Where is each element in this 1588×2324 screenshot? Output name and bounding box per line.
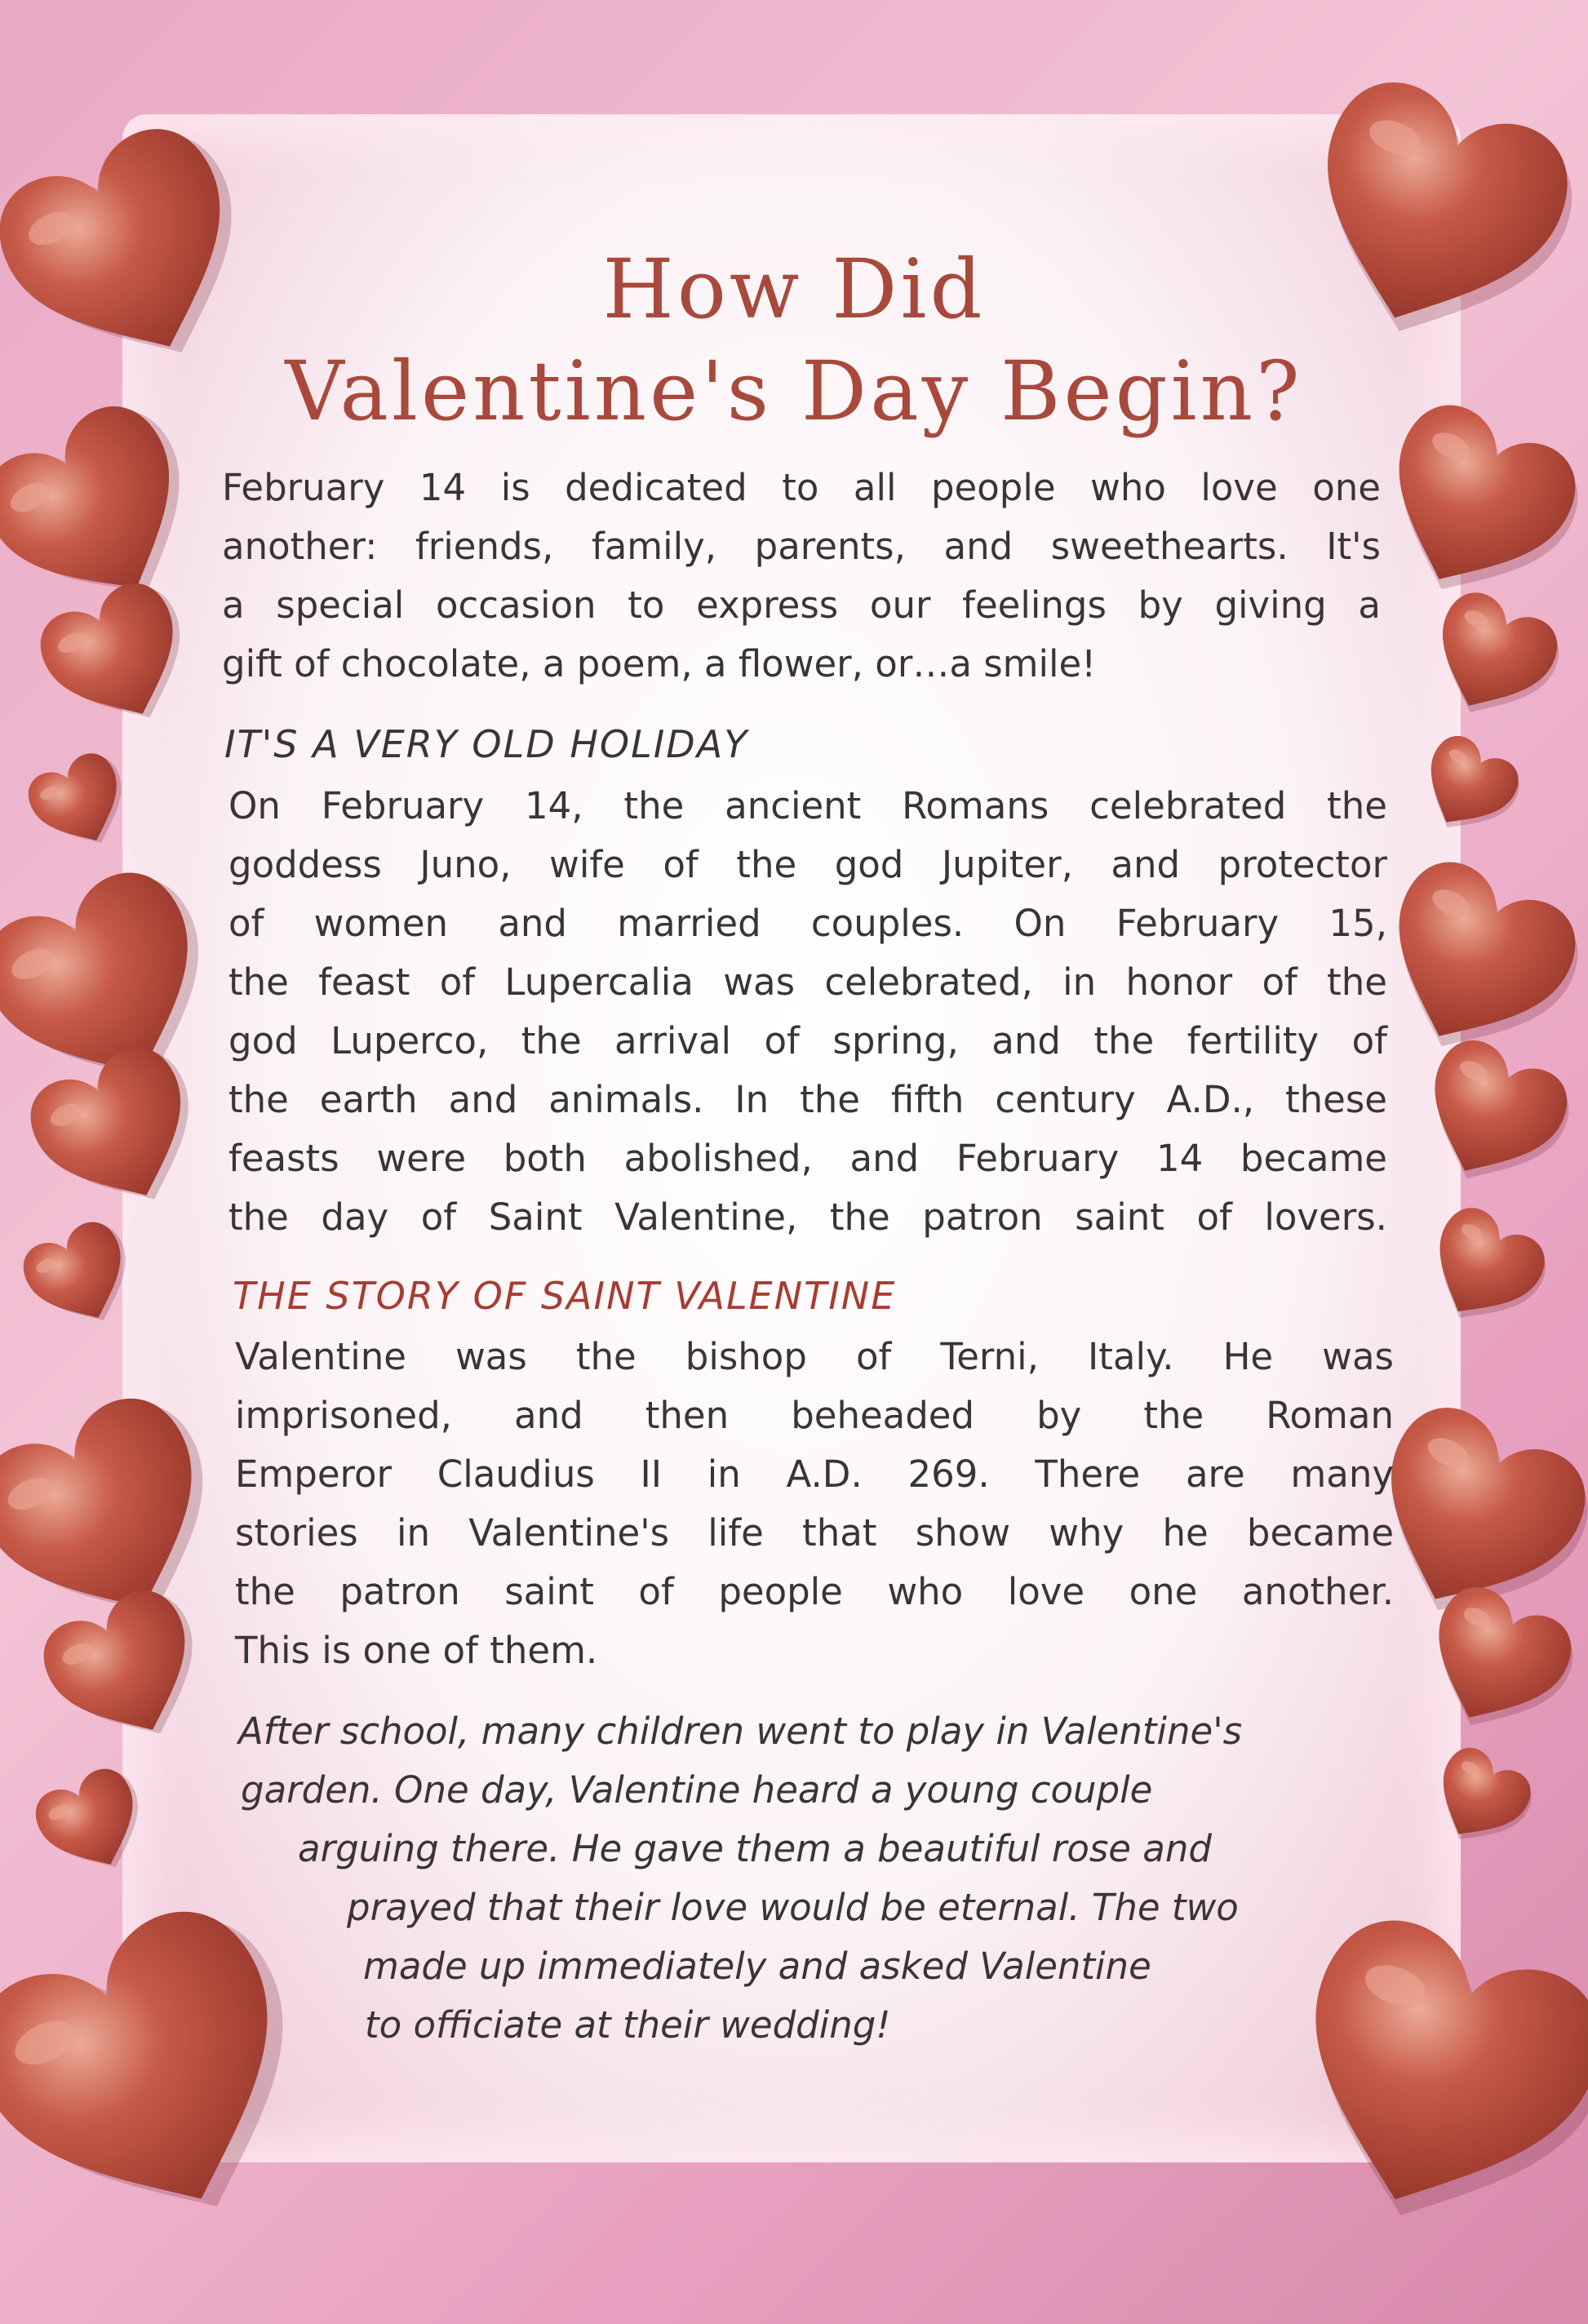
intro-line: another: friends, family, parents, and sweethearts. It's bbox=[222, 525, 1381, 568]
story-line: made up immediately and asked Valentine bbox=[363, 1945, 1151, 1988]
heart-icon bbox=[20, 745, 141, 863]
heart-icon bbox=[18, 1032, 224, 1234]
section2-line: This is one of them. bbox=[235, 1629, 598, 1672]
heart-icon bbox=[1417, 1740, 1541, 1862]
heart-icon bbox=[1405, 1576, 1587, 1754]
section1-line: the feast of Lupercalia was celebrated, in honor of the bbox=[228, 960, 1387, 1004]
section1-line: the day of Saint Valentine, the patron saint of lovers. bbox=[228, 1195, 1387, 1239]
heart-icon bbox=[1413, 583, 1571, 738]
heart-icon bbox=[32, 1577, 226, 1766]
intro-line: February 14 is dedicated to all people who love one bbox=[222, 466, 1381, 509]
section2-line: Valentine was the bishop of Terni, Italy. He was bbox=[235, 1335, 1394, 1378]
section-heading-old-holiday: IT'S A VERY OLD HOLIDAY bbox=[224, 722, 749, 766]
section1-line: On February 14, the ancient Romans celebrated the bbox=[228, 784, 1387, 827]
heart-icon bbox=[15, 1213, 148, 1343]
intro-line: a special occasion to express our feelings by giving a bbox=[222, 583, 1381, 627]
title-line-1: How Did bbox=[602, 242, 986, 337]
heart-icon bbox=[1256, 1900, 1588, 2264]
section1-line: god Luperco, the arrival of spring, and the fertility of bbox=[228, 1019, 1387, 1062]
story-line: prayed that their love would be eternal. The two bbox=[347, 1886, 1239, 1929]
story-line: garden. One day, Valentine heard a young couple bbox=[241, 1768, 1153, 1812]
story-line: After school, many children went to play in Valentine's bbox=[238, 1710, 1243, 1753]
section1-line: feasts were both abolished, and February 14 became bbox=[228, 1137, 1387, 1180]
heart-icon bbox=[0, 1883, 351, 2274]
heart-icon bbox=[27, 1759, 160, 1890]
section2-line: stories in Valentine's life that show why he became bbox=[235, 1511, 1394, 1555]
section1-line: goddess Juno, wife of the god Jupiter, and protector bbox=[228, 843, 1387, 886]
section1-line: of women and married couples. On February 15, bbox=[228, 902, 1387, 945]
intro-line: gift of chocolate, a poem, a flower, or…a smile! bbox=[222, 642, 1097, 685]
heart-icon bbox=[1405, 728, 1529, 850]
section1-line: the earth and animals. In the fifth century A.D., these bbox=[228, 1078, 1387, 1121]
story-line: to officiate at their wedding! bbox=[365, 2003, 891, 2047]
story-line: arguing there. He gave them a beautiful rose and bbox=[298, 1827, 1212, 1870]
heart-icon bbox=[1409, 1198, 1559, 1344]
section2-line: the patron saint of people who love one another. bbox=[235, 1570, 1394, 1613]
heart-icon bbox=[1401, 1029, 1583, 1207]
title-line-2: Valentine's Day Begin? bbox=[285, 344, 1303, 439]
section2-line: Emperor Claudius II in A.D. 269. There are many bbox=[235, 1452, 1394, 1496]
section-heading-saint-valentine: THE STORY OF SAINT VALENTINE bbox=[233, 1274, 897, 1318]
heart-icon bbox=[29, 570, 211, 748]
section2-line: imprisoned, and then beheaded by the Roman bbox=[235, 1394, 1394, 1437]
